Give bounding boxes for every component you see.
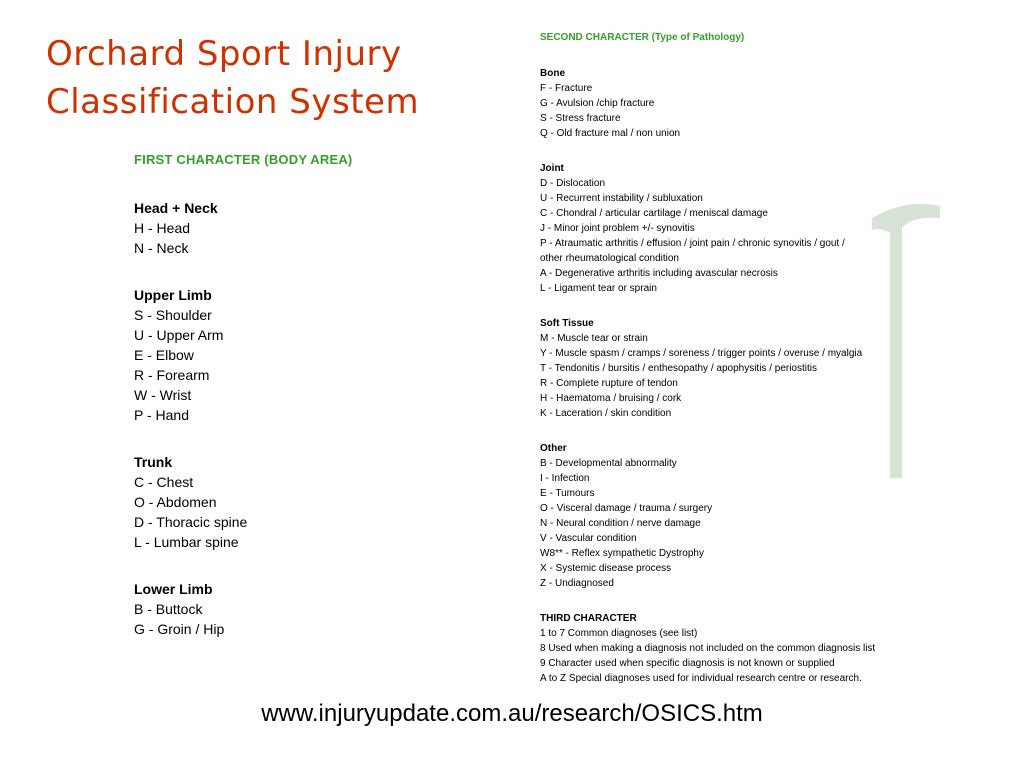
list-item: J - Minor joint problem +/- synovitis (540, 223, 695, 234)
group-title: Bone (540, 68, 565, 79)
list-item: X - Systemic disease process (540, 563, 672, 574)
group-title: Trunk (134, 454, 173, 470)
first-character-panel (126, 142, 516, 672)
list-item: V - Vascular condition (540, 533, 637, 544)
list-item: D - Dislocation (540, 178, 606, 189)
list-item: O - Abdomen (134, 494, 217, 510)
list-item: other rheumatological condition (540, 253, 679, 264)
list-item: B - Buttock (134, 601, 203, 617)
list-item: U - Upper Arm (134, 327, 224, 343)
list-item: 1 to 7 Common diagnoses (see list) (540, 628, 698, 639)
group-trunk (134, 452, 247, 552)
group-soft-tissue (540, 316, 940, 421)
list-item: S - Stress fracture (540, 113, 621, 124)
group-joint (540, 161, 940, 296)
group-title: Head + Neck (134, 200, 218, 216)
list-item: T - Tendonitis / bursitis / enthesopathy / apophysitis / periostitis (540, 363, 817, 374)
list-item: 9 Character used when specific diagnosis is not known or supplied (540, 658, 835, 669)
list-item: Q - Old fracture mal / non union (540, 128, 681, 139)
list-item: F - Fracture (540, 83, 593, 94)
list-item: E - Elbow (134, 347, 194, 363)
list-item: L - Ligament tear or sprain (540, 283, 657, 294)
list-item: Y - Muscle spasm / cramps / soreness / trigger points / overuse / myalgia (540, 348, 863, 359)
list-item: W - Wrist (134, 387, 192, 403)
group-title: THIRD CHARACTER (540, 613, 637, 624)
list-item: N - Neural condition / nerve damage (540, 518, 701, 529)
group-third-character (540, 611, 940, 686)
group-lower-limb (134, 579, 224, 639)
list-item: I - Infection (540, 473, 590, 484)
list-item: A to Z Special diagnoses used for individual research centre or research. (540, 673, 862, 684)
source-url: www.injuryupdate.com.au/research/OSICS.htm (261, 700, 763, 727)
title-line-2: Classification System (46, 82, 420, 122)
list-item: S - Shoulder (134, 307, 212, 323)
list-item: A - Degenerative arthritis including avascular necrosis (540, 268, 778, 279)
group-other (540, 441, 940, 591)
list-item: M - Muscle tear or strain (540, 333, 648, 344)
list-item: G - Groin / Hip (134, 621, 225, 637)
list-item: U - Recurrent instability / subluxation (540, 193, 703, 204)
list-item: K - Laceration / skin condition (540, 408, 672, 419)
group-upper-limb (134, 285, 223, 425)
group-head-neck (134, 198, 218, 258)
list-item: P - Hand (134, 407, 189, 423)
second-character-panel (530, 28, 942, 690)
list-item: R - Forearm (134, 367, 210, 383)
list-item: P - Atraumatic arthritis / effusion / joint pain / chronic synovitis / gout / (540, 238, 845, 249)
list-item: C - Chondral / articular cartilage / meniscal damage (540, 208, 768, 219)
list-item: C - Chest (134, 474, 194, 490)
list-item: O - Visceral damage / trauma / surgery (540, 503, 713, 514)
list-item: N - Neck (134, 240, 189, 256)
group-bone (540, 66, 940, 141)
list-item: D - Thoracic spine (134, 514, 248, 530)
group-title: Joint (540, 163, 564, 174)
list-item: Z - Undiagnosed (540, 578, 614, 589)
list-item: L - Lumbar spine (134, 534, 239, 550)
list-item: W8** - Reflex sympathetic Dystrophy (540, 548, 704, 559)
list-item: E - Tumours (540, 488, 595, 499)
slide-title (46, 30, 419, 126)
list-item: R - Complete rupture of tendon (540, 378, 678, 389)
group-title: Upper Limb (134, 287, 212, 303)
second-character-heading: SECOND CHARACTER (Type of Pathology) (540, 32, 745, 43)
first-character-heading: FIRST CHARACTER (BODY AREA) (134, 152, 353, 167)
list-item: G - Avulsion /chip fracture (540, 98, 655, 109)
list-item: H - Head (134, 220, 191, 236)
title-line-1: Orchard Sport Injury (46, 34, 402, 74)
list-item: H - Haematoma / bruising / cork (540, 393, 682, 404)
group-title: Other (540, 443, 567, 454)
list-item: 8 Used when making a diagnosis not included on the common diagnosis list (540, 643, 876, 654)
group-title: Soft Tissue (540, 318, 594, 329)
list-item: B - Developmental abnormality (540, 458, 677, 469)
group-title: Lower Limb (134, 581, 213, 597)
